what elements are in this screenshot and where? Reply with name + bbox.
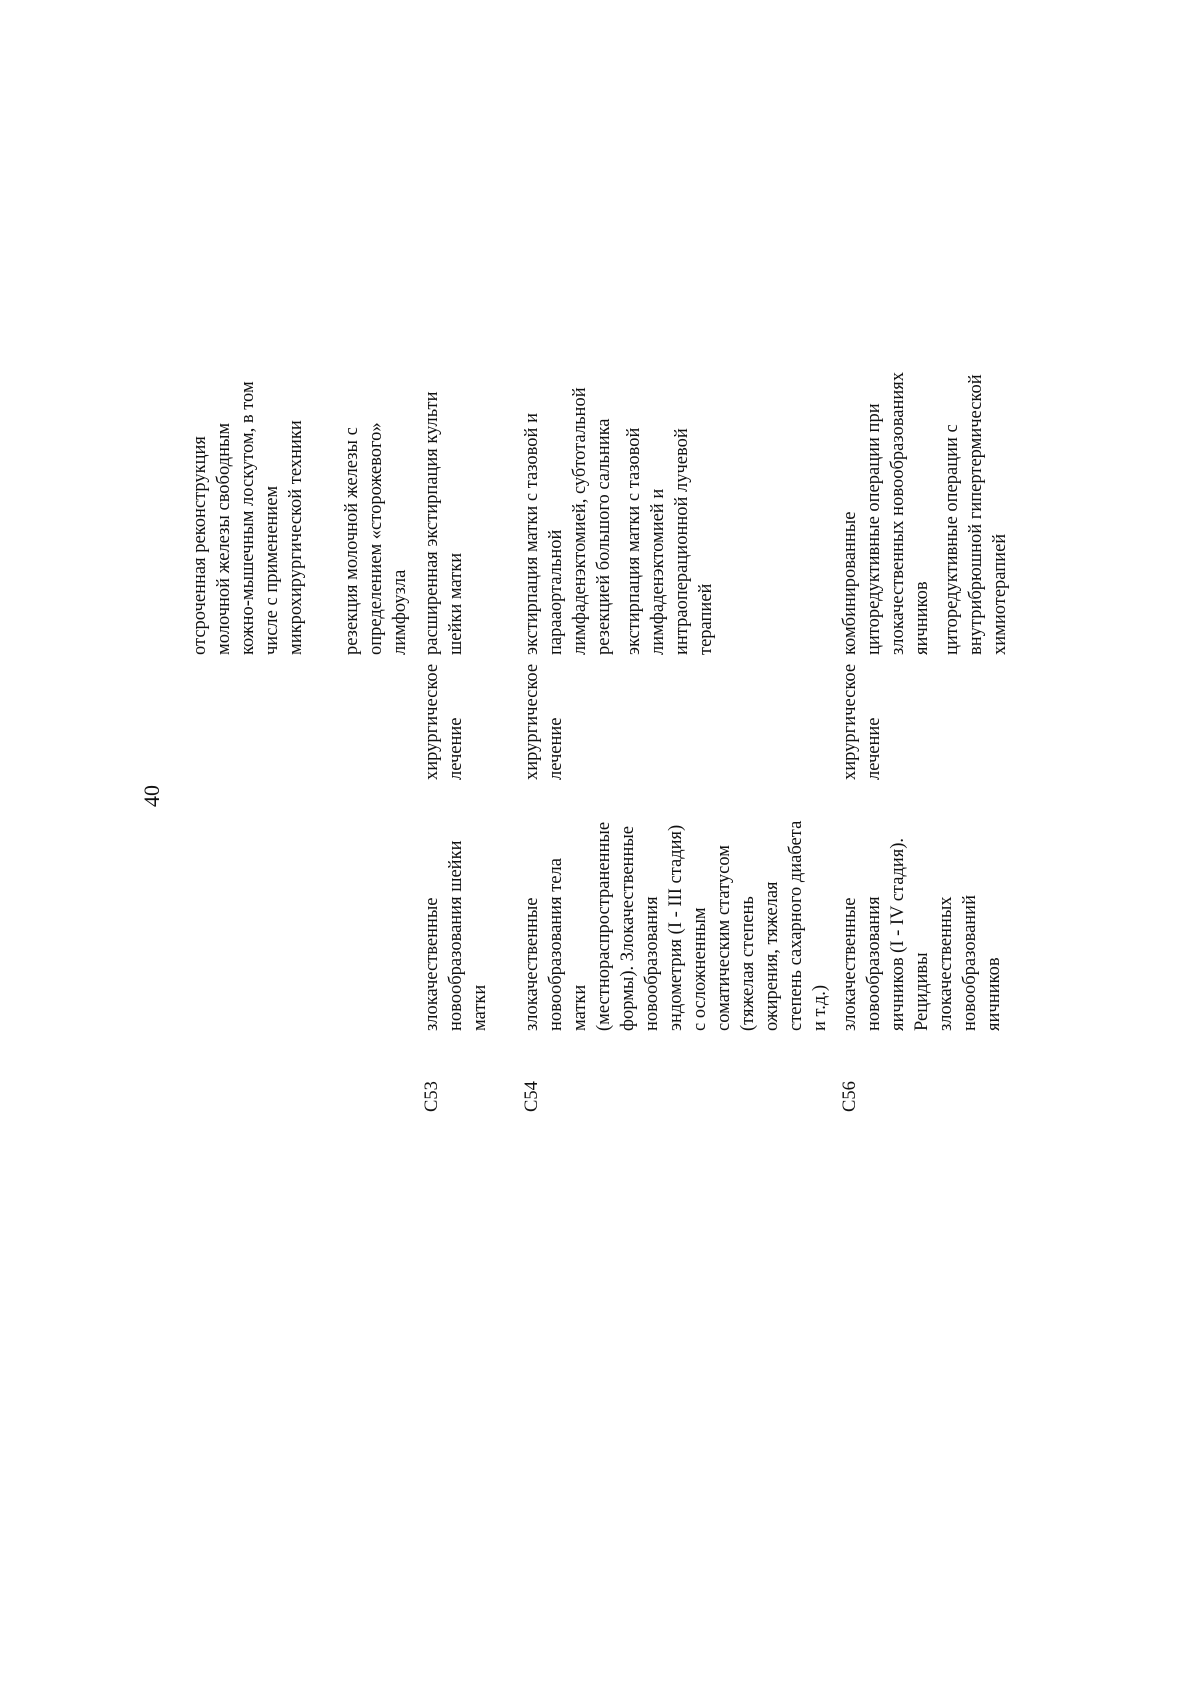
c53-code: C53 (422, 1081, 442, 1112)
c56-code: C56 (840, 1081, 860, 1112)
text-line: яичников (912, 581, 932, 655)
text-line: матки (570, 984, 590, 1031)
text-line: лечение (446, 717, 466, 780)
text-line: хирургическое (522, 663, 542, 780)
c54-diagnosis (520, 821, 832, 1031)
text-line: формы). Злокачественные (618, 826, 638, 1031)
text-line: микрохирургической техники (286, 420, 306, 655)
text-line: лимфаденэктомией, субтотальной (570, 387, 590, 655)
breast-method-2 (340, 422, 412, 655)
breast-method-1 (188, 381, 308, 655)
text-line: злокачественные (522, 897, 542, 1031)
text-line: экстирпация матки с тазовой и (522, 413, 542, 655)
c56-diagnosis (838, 838, 1006, 1031)
text-line: резекцией большого сальника (594, 418, 614, 655)
text-line: злокачественные (422, 897, 442, 1031)
text-line: с осложненным (690, 907, 710, 1031)
c54-method-1 (520, 387, 616, 655)
text-line: определением «сторожевого» (366, 422, 386, 655)
text-line: кожно-мышечным лоскутом, в том (238, 381, 258, 655)
text-line: терапией (696, 583, 716, 655)
text-line: матки (470, 984, 490, 1031)
text-line: злокачественных новообразованиях (888, 371, 908, 655)
text-line: резекция молочной железы с (342, 427, 362, 655)
text-line: новообразования тела (546, 858, 566, 1031)
text-line: и т.д.) (810, 984, 830, 1031)
c56-treatment (838, 664, 886, 780)
text-line: шейки матки (446, 552, 466, 655)
text-line: внутрибрюшной гипертермической (966, 374, 986, 655)
text-line: лимфаденэктомией и (648, 488, 668, 655)
text-line: новообразования шейки (446, 840, 466, 1031)
text-line: лечение (864, 717, 884, 780)
text-line: новообразования (642, 896, 662, 1031)
text-line: Рецидивы (912, 952, 932, 1031)
text-line: ожирения, тяжелая (762, 881, 782, 1031)
text-line: степень сахарного диабета (786, 820, 806, 1031)
text-line: эндометрия (I - III стадия) (666, 824, 686, 1031)
text-line: лечение (546, 717, 566, 780)
c54-treatment (520, 664, 568, 780)
text-line: новообразований (960, 895, 980, 1031)
c53-treatment (420, 664, 468, 780)
text-line: числе с применением (262, 485, 282, 655)
c54-method-2 (622, 428, 718, 655)
c54-code: C54 (522, 1081, 542, 1112)
text-line: яичников (I - IV стадия). (888, 837, 908, 1031)
page-number: 40 (139, 785, 164, 807)
c56-method-2 (940, 374, 1012, 655)
text-line: циторедуктивные операции при (864, 403, 884, 655)
text-line: злокачественные (840, 897, 860, 1031)
text-line: (тяжелая степень (738, 896, 758, 1031)
text-line: интраоперационной лучевой (672, 428, 692, 655)
text-line: новообразования (864, 896, 884, 1031)
c53-diagnosis (420, 841, 492, 1031)
text-line: молочной железы свободным (214, 422, 234, 655)
text-line: циторедуктивные операции с (942, 424, 962, 655)
text-line: злокачественных (936, 896, 956, 1031)
text-line: (местнораспространенные (594, 821, 614, 1031)
text-line: отсроченная реконструкция (190, 436, 210, 655)
text-line: хирургическое (840, 663, 860, 780)
text-line: экстирпация матки с тазовой (624, 427, 644, 655)
text-line: комбинированные (840, 511, 860, 655)
text-line: парааортальной (546, 529, 566, 655)
text-line: яичников (984, 957, 1004, 1031)
text-line: лимфоузла (390, 569, 410, 655)
text-line: хирургическое (422, 663, 442, 780)
c53-method-1 (420, 392, 468, 656)
c56-method-1 (838, 372, 934, 655)
text-line: расширенная экстирпация культи (422, 391, 442, 655)
text-line: соматическим статусом (714, 845, 734, 1031)
text-line: химиотерапией (990, 533, 1010, 655)
